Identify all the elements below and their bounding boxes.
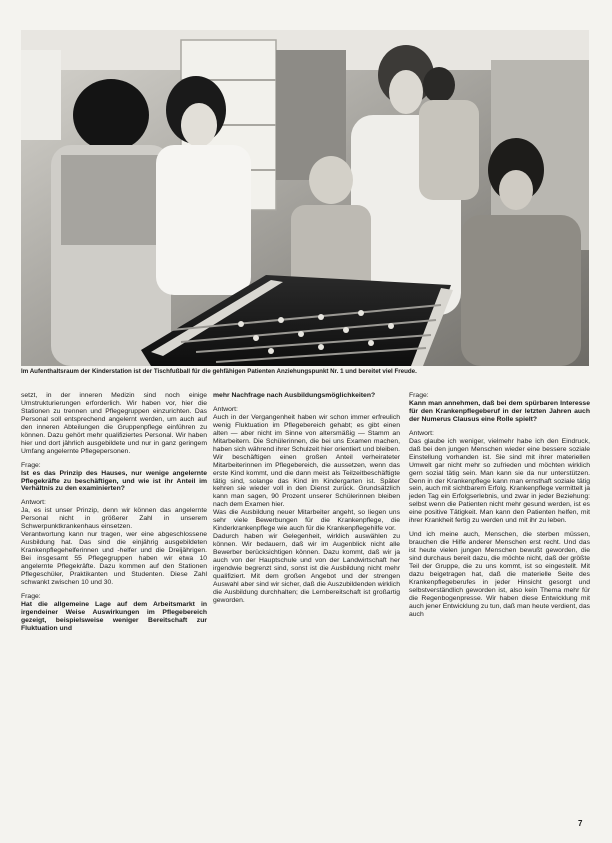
question-text: Hat die allgemeine Lage auf dem Arbeitsmarkt in irgendeiner Weise Auswirkungen im Pflegebereich gezeigt, beispielsweise weniger Bereitschaft zur Fluktuation und xyxy=(21,600,207,632)
answer-text: Und ich meine auch, Menschen, die sterben müssen, brauchen die Hilfe anderer Menschen erst recht. Und das ist heute vielen jungen Menschen bewußt geworden, die sind durchaus bereit dazu, die möchte nicht, daß der größte Teil der Gruppe, die zu uns kommt, ist so eingestellt. Mit dazu beigetragen hat, daß die materielle Seite des Krankenpflegeberufes in jeder Hinsicht gesorgt und selbstverständlich geworden ist, also kein Thema mehr für die Regenbogenpresse. Wir haben diese Entwicklung mit auch jener Entwicklung zu tun, daß man heute verdient, das auch xyxy=(409,531,590,618)
photo-image xyxy=(21,30,589,366)
text-column-1 xyxy=(21,392,207,633)
page-number: 7 xyxy=(578,819,583,828)
question-text-continued: mehr Nachfrage nach Ausbildungsmöglichkeiten? xyxy=(213,392,376,399)
answer-text: Das glaube ich weniger, vielmehr habe ich den Eindruck, daß bei den jungen Menschen wieder eine bessere soziale Einstellung vorhanden ist. Sie sind mit ihrer materiellen Umwelt gar nicht mehr so zufrieden und möchten wirklich gern sozial tätig sein. Man kann sie da nur unterstützen. Denn in der Krankenpflege kann man ernsthaft soziale tätig sein, auch mit sichtbarem Erfolg. Krankenpflege vermittelt ja jeden Tag ein Erfolgserlebnis, und zwar in jeder Beziehung: selbst wenn die Patienten nicht mehr gesund werden, ist es eine positive Tätigkeit. Man kann den Patienten helfen, mit ihrer Krankheit fertig zu werden und mit ihr zu leben. xyxy=(409,437,590,525)
paragraph: setzt, in der inneren Medizin sind noch einige Umstrukturierungen erforderlich. Wir haben vor, hier die Stationen zu trennen und Pflegegruppen einzurichten. Das Personal soll entsprechend angelernt werden, um auch auf den inneren Abteilungen die Gruppenpflege einführen zu können. Dazu gehört mehr qualifiziertes Personal. Wir haben hier und dort jährlich ausgebildete und nur in ganz geringem Umfang angelernte Pflegepersonen. xyxy=(21,392,207,455)
question-label: Frage: xyxy=(21,461,41,469)
answer-label: Antwort: xyxy=(213,405,238,413)
answer-text: Verantwortung kann nur tragen, wer eine abgeschlossene Ausbildung hat. Das sind die einjährig ausgebildeten Krankenpflegehelferinnen und -helfer und die Dreijährigen. Bei insgesamt 55 Pflegegruppen haben wir etwa 10 angelernte Pflegekräfte. Dazu kommen auf den Stationen Pflegeschüler, Praktikanten und Studenten. Diese Zahl schwankt zwischen 10 und 30. xyxy=(21,531,207,586)
question-label: Frage: xyxy=(409,392,429,399)
answer-text: Auch in der Vergangenheit haben wir schon immer erfreulich wenig Fluktuation im Pflegebereich gehabt; es gibt einen alten — aber nicht im Sinne von altersmäßig — Stamm an Mitarbeitern. Die Schülerinnen, die bei uns Examen machen, haben sich während ihrer Schulzeit hier orientiert und bleiben. Wir beschäftigen einen großen Anteil verheirateter Mitarbeiterinnen im Pflegebereich, die aussetzen, wenn das erste Kind kommt, und die dann meist als Teilzeitbeschäftigte tätig sind, solange das Kind im Kindergarten ist. Später kehren sie wieder voll in den Dienst zurück. Grundsätzlich kann man sagen, 90 Prozent unserer Schülerinnen bleiben nach dem Examen hier. xyxy=(213,413,400,509)
photo-caption: Im Aufenthaltsraum der Kinderstation ist der Tischfußball für die gehfähigen Patienten Anziehungspunkt Nr. 1 und bereitet viel Freude. xyxy=(21,368,417,375)
question-text: Ist es das Prinzip des Hauses, nur wenige angelernte Pflegekräfte zu beschäftigen, und wie ist ihr Anteil im Verhältnis zu den examinierten? xyxy=(21,469,207,493)
question-label: Frage: xyxy=(21,592,41,600)
answer-text: Ja, es ist unser Prinzip, denn wir können das angelernte Personal nicht in größerer Zahl in unserem Schwerpunktkrankenhaus einsetzen. xyxy=(21,507,207,531)
answer-label: Antwort: xyxy=(21,499,46,507)
answer-text: Was die Ausbildung neuer Mitarbeiter angeht, so liegen uns sehr viele Bewerbungen für die Krankenpflege, die Kinderkrankenpflege wie auch für die Krankenpflegehilfe vor. xyxy=(213,509,400,533)
text-column-3 xyxy=(409,392,590,619)
answer-label: Antwort: xyxy=(409,429,434,437)
question-text: Kann man annehmen, daß bei dem spürbaren Interesse für den Krankenpflegeberuf in der letzten Jahren auch der Numerus Clausus eine Rolle spielt? xyxy=(409,399,590,423)
photo-kinderstation-tischfussball xyxy=(21,30,589,366)
text-column-2 xyxy=(213,392,400,605)
answer-text: Dadurch haben wir Gelegenheit, wirklich auswählen zu können. Wir bedauern, daß wir im Augenblick nicht alle Bewerber berücksichtigen können. Dazu kommt, daß wir ja auch von der Hauptschule und von der Landwirtschaft her irgendwie begrenzt sind, sonst ist die Ausbildung nicht mehr qualifiziert. Mit dem großen Angebot und der strengen Auswahl aber sind wir sicher, daß die Auszubildenden wirklich die Ausbildung durchhalten; die Lernbereitschaft ist großartig geworden. xyxy=(213,533,400,604)
